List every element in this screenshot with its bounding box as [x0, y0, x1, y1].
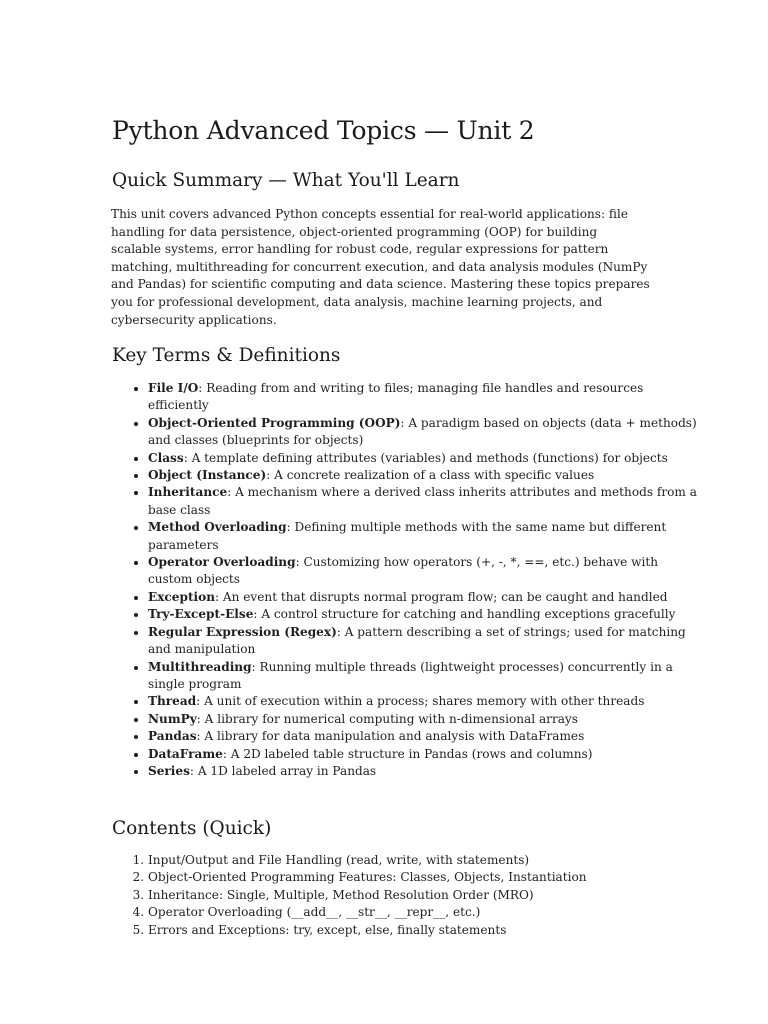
summary-heading: Quick Summary — What You'll Learn	[112, 170, 460, 191]
term-name: Object-Oriented Programming (OOP)	[148, 415, 401, 430]
term-name: Thread	[148, 694, 197, 709]
list-item	[148, 606, 698, 623]
term-definition: : A concrete realization of a class with specific values	[266, 468, 595, 483]
term-definition: : A pattern describing a set of strings; used for matching and manipulation	[148, 624, 686, 657]
list-item	[148, 693, 698, 710]
term-definition: : Running multiple threads (lightweight processes) concurrently in a single program	[148, 659, 673, 691]
contents-list	[111, 852, 688, 939]
key-terms-list	[111, 380, 698, 780]
list-item	[148, 450, 698, 467]
term-definition: : An event that disrupts normal program flow; can be caught and handled	[214, 589, 668, 604]
contents-heading: Contents (Quick)	[112, 818, 272, 839]
term-name: Multithreading	[148, 659, 252, 674]
list-item	[148, 624, 698, 659]
list-item: 2. Object-Oriented Programming Features: Classes, Objects, Instantiation	[148, 869, 688, 886]
list-item	[148, 659, 698, 694]
list-item	[148, 746, 698, 763]
term-name: Class	[148, 450, 184, 465]
list-item	[148, 467, 698, 484]
term-name: Try-Except-Else	[148, 607, 254, 622]
term-definition: : A library for numerical computing with n-dimensional arrays	[196, 711, 578, 726]
summary-paragraph: This unit covers advanced Python concepts essential for real-world applications: file handling for data persistence, object-oriented programming (OOP) for building scalable systems, error handling for robust code, regular expressions for pattern matching, multithreading for concurrent execution, and data analysis modules (NumPy and Pandas) for scientific computing and data science. Mastering these topics prepares you for professional development, data analysis, machine learning projects, and cybersecurity applications.	[111, 207, 650, 327]
list-item	[148, 554, 698, 589]
term-name: Series	[148, 763, 190, 778]
list-item: 4. Operator Overloading (__add__, __str__, __repr__, etc.)	[148, 904, 688, 921]
term-definition: : A control structure for catching and handling exceptions gracefully	[253, 607, 676, 622]
term-name: Operator Overloading	[148, 555, 296, 570]
list-item	[148, 519, 698, 554]
term-definition: : A library for data manipulation and analysis with DataFrames	[196, 729, 585, 744]
term-definition: : A template defining attributes (variables) and methods (functions) for objects	[183, 450, 668, 465]
term-name: Regular Expression (Regex)	[148, 624, 337, 639]
term-definition: : A 2D labeled table structure in Pandas (rows and columns)	[222, 746, 593, 761]
term-name: Object (Instance)	[148, 468, 267, 483]
list-item	[148, 380, 698, 415]
term-name: DataFrame	[148, 746, 223, 761]
list-item: 1. Input/Output and File Handling (read, write, with statements)	[148, 852, 688, 869]
term-name: Inheritance	[148, 485, 228, 500]
list-item: 3. Inheritance: Single, Multiple, Method Resolution Order (MRO)	[148, 887, 688, 904]
term-definition: : Reading from and writing to files; managing file handles and resources efficiently	[148, 381, 644, 413]
term-definition: : A mechanism where a derived class inherits attributes and methods from a base class	[148, 485, 697, 517]
term-name: Pandas	[148, 729, 197, 744]
term-definition: : Customizing how operators (+, -, *, ==, etc.) behave with custom objects	[148, 555, 659, 587]
list-item: 5. Errors and Exceptions: try, except, else, finally statements	[148, 922, 688, 939]
term-name: File I/O	[148, 381, 199, 395]
term-name: Method Overloading	[148, 520, 287, 535]
term-definition: : A paradigm based on objects (data + methods) and classes (blueprints for objects)	[148, 415, 697, 448]
term-name: Exception	[148, 589, 215, 604]
list-item	[148, 728, 698, 745]
page-title: Python Advanced Topics — Unit 2	[112, 116, 535, 145]
term-name: NumPy	[148, 711, 197, 726]
term-definition: : Defining multiple methods with the same name but different parameters	[148, 520, 667, 552]
key-terms-heading: Key Terms & Definitions	[112, 345, 341, 366]
term-definition: : A unit of execution within a process; shares memory with other threads	[196, 694, 645, 709]
list-item	[148, 763, 698, 780]
list-item	[148, 484, 698, 519]
list-item	[148, 711, 698, 728]
list-item	[148, 589, 698, 606]
list-item	[148, 415, 698, 450]
term-definition: : A 1D labeled array in Pandas	[189, 763, 377, 778]
